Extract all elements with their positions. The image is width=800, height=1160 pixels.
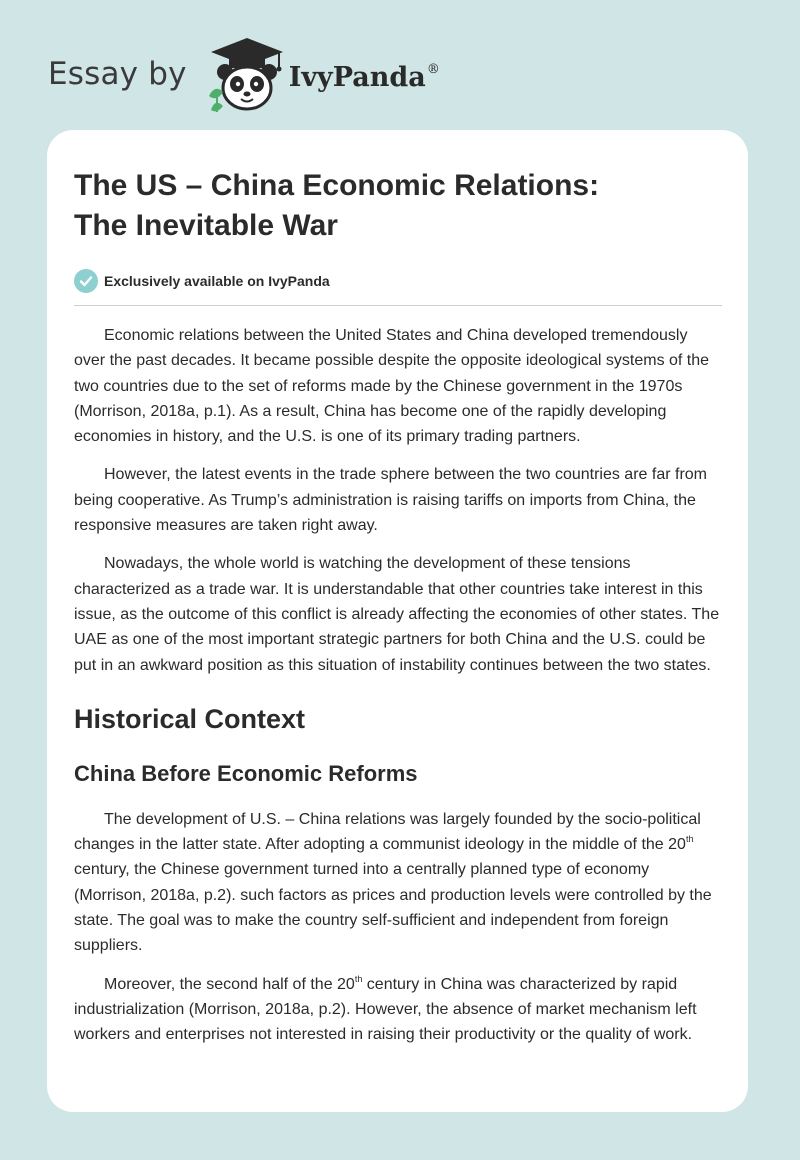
paragraph-5-part-a: Moreover, the second half of the 20 — [104, 975, 355, 993]
paragraph-5-part-b: century in China was characterized by rapid industrialization (Morrison, 2018a, p.2). However, the absence of market mechanism left workers and enterprises not interested in raising their productivity or the quality of work. — [74, 975, 697, 1044]
exclusive-badge — [74, 268, 722, 294]
brand-name[interactable] — [289, 62, 440, 93]
paragraph-4-part-a: The development of U.S. – China relations was largely founded by the socio-political changes in the latter state. After adopting a communist ideology in the middle of the 20 — [74, 810, 701, 854]
paragraph-5 — [74, 972, 722, 1048]
title-line-1: The US – China Economic Relations: — [74, 169, 600, 202]
exclusive-label: Exclusively available on IvyPanda — [104, 273, 330, 289]
brand-text: IvyPanda — [288, 61, 426, 93]
paragraph-2: However, the latest events in the trade sphere between the two countries are far from being cooperative. As Trump’s administration is raising tariffs on imports from China, the responsive measures are taken right away. — [74, 466, 707, 535]
section-heading-historical-context: Historical Context — [74, 703, 306, 734]
registered-mark: ® — [426, 61, 440, 77]
essay-card — [47, 130, 748, 1112]
ordinal-suffix: th — [354, 973, 363, 984]
divider — [74, 305, 722, 306]
essay-by-label: Essay by — [48, 56, 187, 92]
check-circle-icon — [74, 269, 98, 293]
ordinal-suffix: th — [685, 834, 694, 845]
paragraph-3: Nowadays, the whole world is watching the development of these tensions characterized as a trade war. It is understandable that other countries take interest in this issue, as the outcome of this conflict is already affecting the economies of other states. The UAE as one of the most important strategic partners for both China and the U.S. could be put in an awkward position as this situation of instability continues between the two states. — [74, 555, 720, 674]
subsection-heading-china-before-reforms: China Before Economic Reforms — [74, 760, 418, 786]
paragraph-4 — [74, 807, 722, 959]
paragraph-1: Economic relations between the United States and China developed tremendously over the past decades. It became possible despite the opposite ideological systems of the two countries due to the set of reforms made by the Chinese government in the 1970s (Morrison, 2018a, p.1). As a result, China has become one of the rapidly developing economies in history, and the U.S. is one of its primary trading partners. — [74, 327, 710, 446]
panda-logo-icon[interactable] — [201, 36, 293, 112]
paragraph-4-part-b: century, the Chinese government turned into a centrally planned type of economy (Morrison, 2018a, p.2). such factors as prices and production levels were controlled by the state. The goal was to make the country self-sufficient and independent from foreign suppliers. — [74, 861, 712, 955]
site-header — [48, 34, 440, 114]
page-title — [74, 166, 722, 246]
title-line-2: The Inevitable War — [74, 209, 338, 242]
